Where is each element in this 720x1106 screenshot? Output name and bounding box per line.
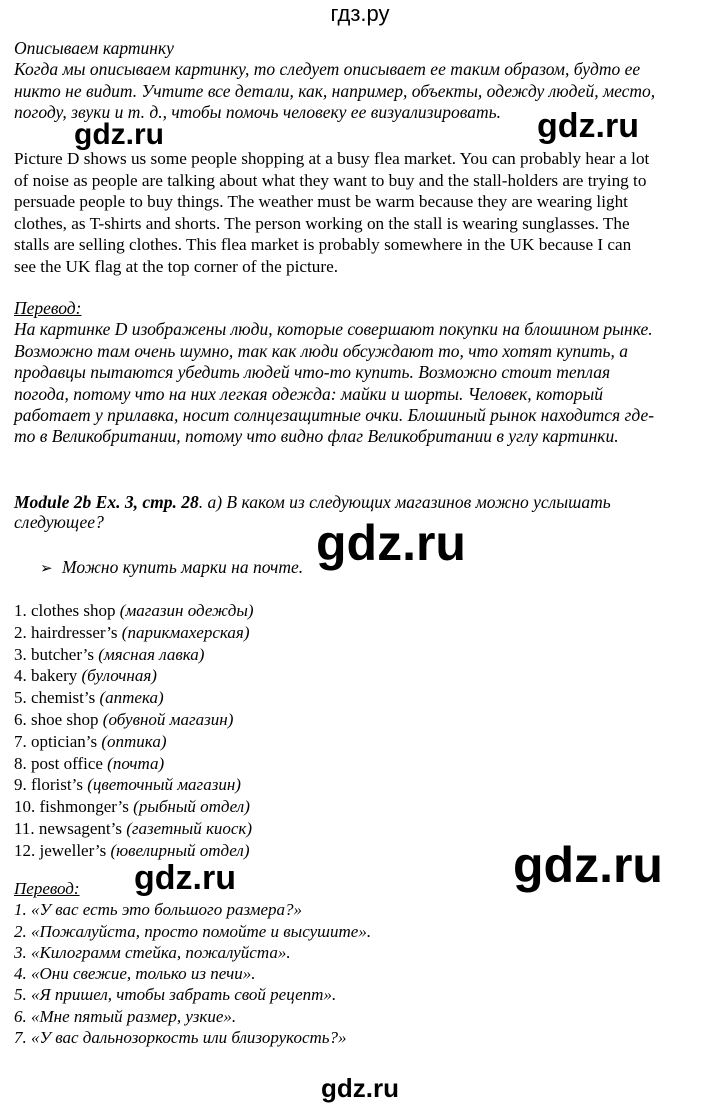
footer-watermark: gdz.ru <box>321 1073 399 1103</box>
task-dot: . <box>198 492 204 512</box>
description-line: stalls are selling clothes. This flea market is probably somewhere in the UK because I can <box>14 235 632 254</box>
list-item: 11. newsagent’s (газетный киоск) <box>14 818 253 838</box>
translation-line: 1. «У вас есть это большого размера?» <box>14 900 303 920</box>
watermark: gdz.ru <box>537 107 639 145</box>
watermark: gdz.ru <box>513 837 663 893</box>
list-item: 1. clothes shop (магазин одежды) <box>14 601 254 620</box>
example-text: Можно купить марки на почте. <box>62 557 304 577</box>
task-reference: Module 2b Ex. 3, стр. 28 <box>14 492 199 512</box>
translation-line: 6. «Мне пятый размер, узкие». <box>14 1006 237 1026</box>
list-item: 4. bakery (булочная) <box>14 666 157 686</box>
translation-line: 3. «Килограмм стейка, пожалуйста». <box>14 942 291 962</box>
translation-section-1 <box>14 298 704 448</box>
shops-list <box>14 600 704 862</box>
description-line: see the UK flag at the top corner of the picture. <box>14 256 339 276</box>
translation-line: продавцы пытаются убедить людей что-то купить. Возможно стоит теплая <box>14 362 611 383</box>
watermark: gdz.ru <box>134 859 236 897</box>
translation-line: 7. «У вас дальнозоркость или близорукость?» <box>14 1028 347 1048</box>
list-item: 7. optician’s (оптика) <box>14 731 167 751</box>
description-line: Picture D shows us some people shopping at a busy flea market. You can probably hear a lot <box>14 149 650 168</box>
describe-line: никто не видит. Учтите все детали, как, например, объекты, одежду людей, место, <box>14 80 656 101</box>
description-line: persuade people to buy things. The weather must be warm because they are wearing light <box>14 192 628 211</box>
translation-line: 5. «Я пришел, чтобы забрать свой рецепт». <box>14 985 337 1005</box>
translation-line: 2. «Пожалуйста, просто помойте и высушите». <box>14 921 372 941</box>
site-header: гдз.ру <box>330 1 390 26</box>
list-item: 5. chemist’s (аптека) <box>14 688 164 708</box>
list-item: 2. hairdresser’s (парикмахерская) <box>14 622 250 642</box>
list-item: 12. jeweller’s (ювелирный отдел) <box>14 840 250 860</box>
watermark: gdz.ru <box>74 118 164 151</box>
arrow-bullet-icon: ➢ <box>40 561 53 577</box>
translation-line: работает у прилавка, носит солнцезащитные очки. Блошиный рынок находится где- <box>14 405 655 426</box>
watermark: gdz.ru <box>316 515 466 571</box>
translation-line: 4. «Они свежие, только из печи». <box>14 964 256 984</box>
translation-heading: Перевод: <box>14 298 82 318</box>
translation-line: погода, потому что на них легкая одежда: майки и шорты. Человек, который <box>14 383 604 404</box>
describe-title: Описываем картинку <box>14 38 174 58</box>
describe-line: Когда мы описываем картинку, то следует описывает ее таким образом, будто ее <box>14 59 641 80</box>
description-line: of noise as people are talking about what they want to buy and the stall-holders are trying to <box>14 170 647 190</box>
task-text: а) В каком из следующих магазинов можно услышать <box>203 492 611 512</box>
list-item: 9. florist’s (цветочный магазин) <box>14 775 241 795</box>
translation-line: Возможно там очень шумно, так как люди обсуждают то, что хотят купить, а <box>14 340 628 361</box>
translation-section-2 <box>14 878 704 1048</box>
translation-line: На картинке D изображены люди, которые совершают покупки на блошином рынке. <box>14 319 653 340</box>
list-item: 10. fishmonger’s (рыбный отдел) <box>14 797 250 817</box>
translation-heading: Перевод: <box>14 879 80 898</box>
list-item: 8. post office (почта) <box>14 753 165 773</box>
description-line: clothes, as T-shirts and shorts. The person working on the stall is wearing sunglasses. The <box>14 213 630 233</box>
describe-line: погоду, звуки и т. д., чтобы помочь человеку ее визуализировать. <box>14 102 501 123</box>
translation-line: то в Великобритании, потому что видно флаг Великобритании в углу картинки. <box>14 426 619 447</box>
list-item: 3. butcher’s (мясная лавка) <box>14 644 205 664</box>
list-item: 6. shoe shop (обувной магазин) <box>14 709 234 729</box>
picture-description <box>14 148 704 277</box>
task-text-cont: следующее? <box>14 512 104 532</box>
